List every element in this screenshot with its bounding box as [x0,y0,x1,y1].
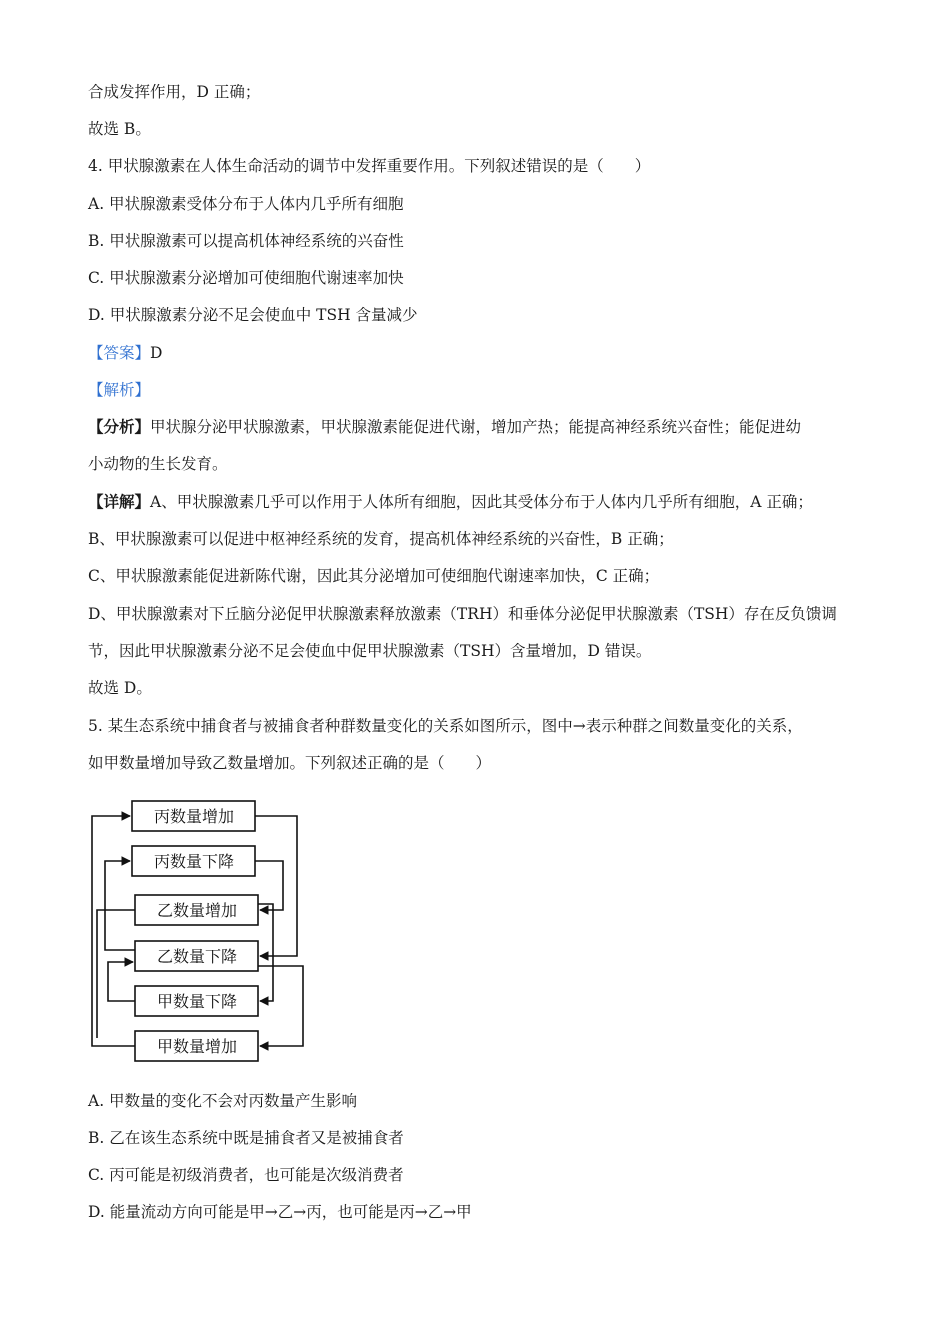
text-line: 故选 D。 [88,679,152,697]
analysis-heading [88,380,150,400]
question-5-option-a: A. 甲数量的变化不会对丙数量产生影响 [88,1092,358,1110]
text-line: 合成发挥作用，D 正确； [88,83,261,101]
text-line: 如甲数量增加导致乙数量增加。下列叙述正确的是（ ） [88,754,492,772]
xiangjie-d: D、甲状腺激素对下丘脑分泌促甲状腺激素释放激素（TRH）和垂体分泌促甲状腺激素（TSH）存在反负馈调 [88,605,837,623]
fenxi-tag: 【分析】 [88,417,151,436]
question-4-stem: 4. 甲状腺激素在人体生命活动的调节中发挥重要作用。下列叙述错误的是（ ） [88,157,651,175]
population-relation-diagram [85,790,315,1070]
text-line: 故选 B。 [88,120,151,138]
text-line: 节，因此甲状腺激素分泌不足会使血中促甲状腺激素（TSH）含量增加，D 错误。 [88,642,652,660]
box-label: 丙数量下降 [153,852,235,871]
arrow-yi-increase-to-jia-decrease [258,904,273,1001]
question-5-stem: 5. 某生态系统中捕食者与被捕食者种群数量变化的关系如图所示，图中→表示种群之间数量变化的关系， [88,717,803,735]
box-label: 丙数量增加 [153,807,235,826]
xiangjie-c: C、甲状腺激素能促进新陈代谢，因此其分泌增加可使细胞代谢速率加快，C 正确； [88,567,660,585]
xiangjie-b: B、甲状腺激素可以促进中枢神经系统的发育，提高机体神经系统的兴奋性，B 正确； [88,530,674,548]
arrow-bing-increase-to-yi-decrease [255,816,297,956]
question-5-option-b: B. 乙在该生态系统中既是捕食者又是被捕食者 [88,1129,404,1147]
answer-line [88,343,162,363]
arrow-yi-decrease-to-bing-decrease [105,861,135,950]
fenxi-line [88,417,801,437]
box-label: 甲数量增加 [156,1037,238,1056]
question-4-option-d: D. 甲状腺激素分泌不足会使血中 TSH 含量减少 [88,306,418,324]
text-line: 小动物的生长发育。 [88,455,228,473]
answer-tag: 【答案】 [88,344,151,362]
arrow-jia-decrease-to-yi-decrease [108,962,135,1001]
question-5-option-c: C. 丙可能是初级消费者，也可能是次级消费者 [88,1166,404,1184]
answer-value: D [150,344,163,362]
xiangjie-a: A、甲状腺激素几乎可以作用于人体所有细胞，因此其受体分布于人体内几乎所有细胞，A 正确； [150,493,813,511]
box-label: 乙数量增加 [156,901,238,920]
xiangjie-line [88,492,813,512]
box-label: 甲数量下降 [156,992,238,1011]
arrow-yi-decrease-to-jia-increase [258,966,303,1046]
connector-yi-increase [97,910,135,1038]
fenxi-text: 甲状腺分泌甲状腺激素，甲状腺激素能促进代谢，增加产热；能提高神经系统兴奋性；能促进幼 [150,418,802,436]
analysis-tag: 【解析】 [88,381,151,399]
question-4-option-b: B. 甲状腺激素可以提高机体神经系统的兴奋性 [88,232,404,250]
question-4-option-a: A. 甲状腺激素受体分布于人体内几乎所有细胞 [88,195,404,213]
xiangjie-tag: 【详解】 [88,492,151,511]
box-label: 乙数量下降 [156,947,238,966]
arrow-jia-increase-to-bing-increase [92,816,135,1046]
arrow-bing-decrease-to-yi-increase [255,861,283,910]
question-4-option-c: C. 甲状腺激素分泌增加可使细胞代谢速率加快 [88,269,404,287]
question-5-option-d: D. 能量流动方向可能是甲→乙→丙，也可能是丙→乙→甲 [88,1203,472,1221]
